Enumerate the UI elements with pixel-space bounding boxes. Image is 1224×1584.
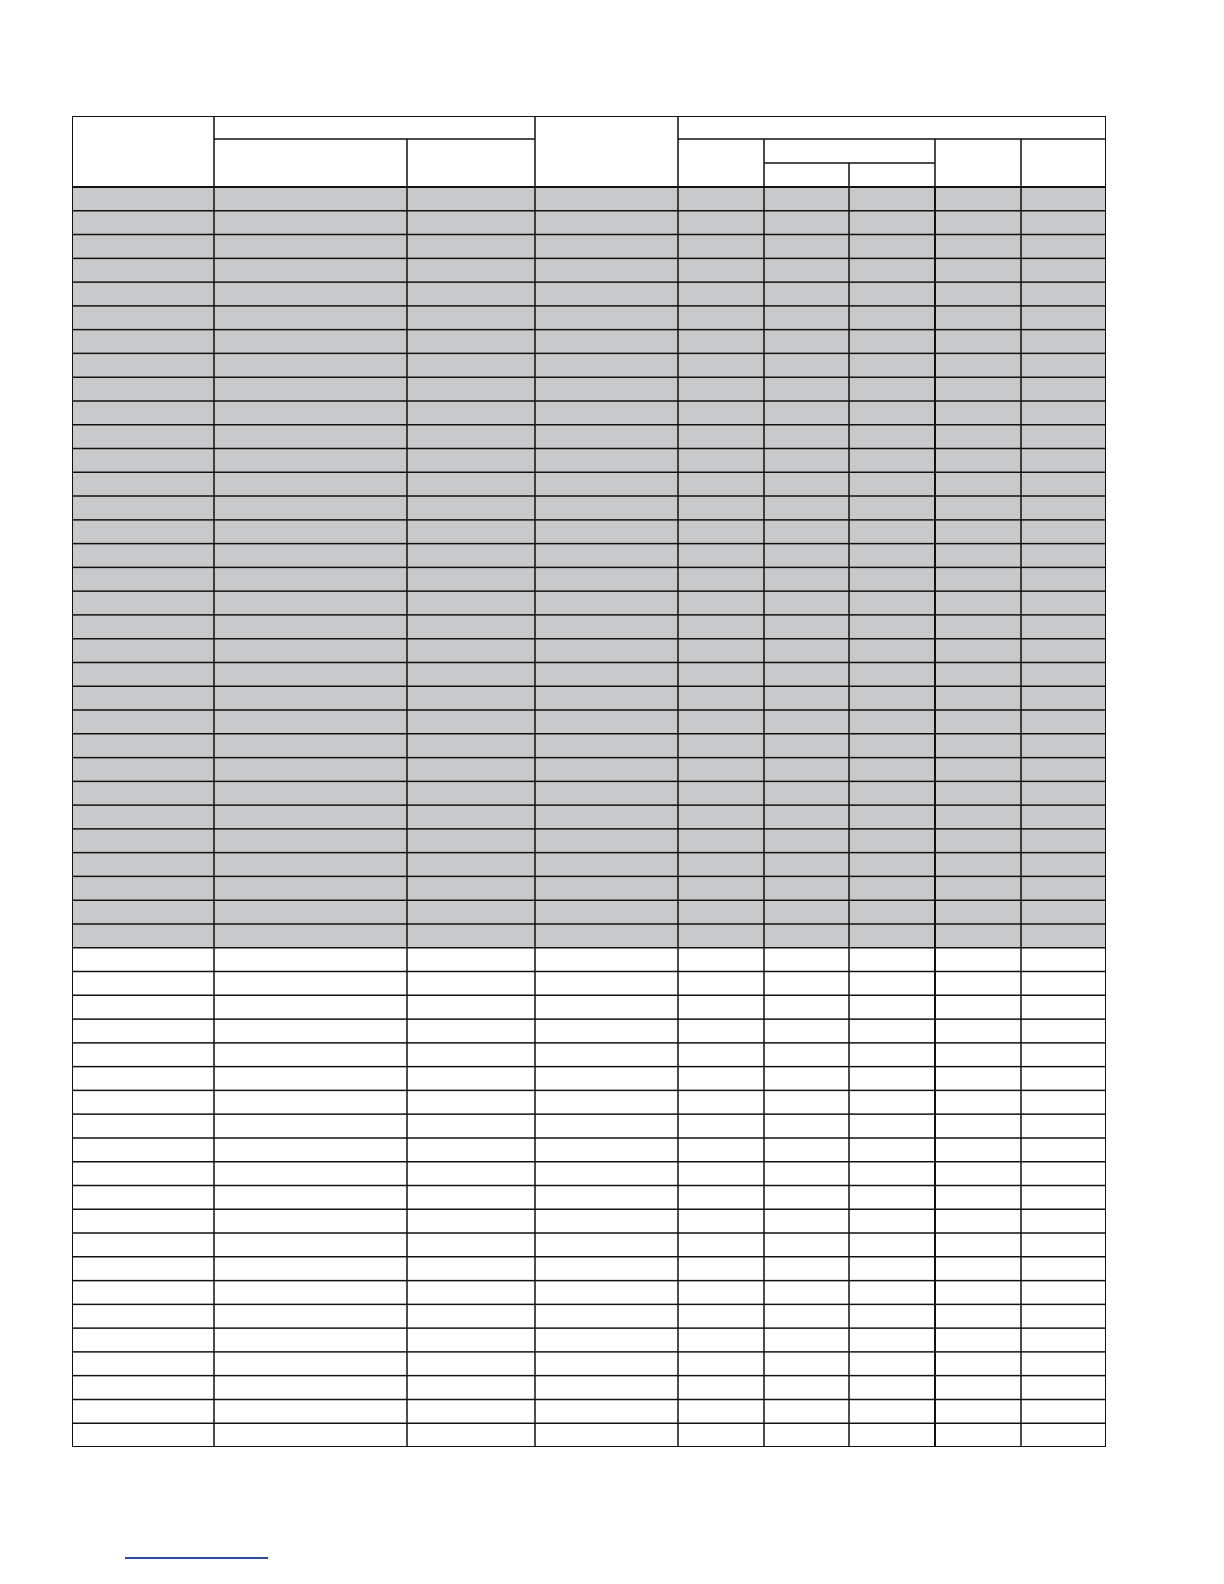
blank-row (72, 948, 1106, 972)
blank-row (72, 1399, 1106, 1423)
blank-row (72, 1376, 1106, 1400)
shaded-row (72, 924, 1106, 948)
blank-row (72, 995, 1106, 1019)
shaded-row (72, 615, 1106, 639)
shaded-row (72, 187, 1106, 211)
shaded-row (72, 639, 1106, 663)
blank-row (72, 1304, 1106, 1328)
shaded-row (72, 377, 1106, 401)
shaded-row (72, 710, 1106, 734)
blank-row (72, 1090, 1106, 1114)
blank-row (72, 1281, 1106, 1305)
blank-row (72, 1352, 1106, 1376)
shaded-row (72, 805, 1106, 829)
blank-row (72, 1185, 1106, 1209)
shaded-row (72, 472, 1106, 496)
blank-row (72, 1328, 1106, 1352)
shaded-row (72, 306, 1106, 330)
shaded-row (72, 567, 1106, 591)
shaded-row (72, 282, 1106, 306)
shaded-row (72, 496, 1106, 520)
shaded-row (72, 401, 1106, 425)
shaded-row (72, 686, 1106, 710)
shaded-row (72, 211, 1106, 235)
shaded-row (72, 235, 1106, 259)
blank-row (72, 1257, 1106, 1281)
shaded-row (72, 734, 1106, 758)
blank-row (72, 972, 1106, 996)
shaded-row (72, 258, 1106, 282)
blank-row (72, 1162, 1106, 1186)
shaded-row (72, 900, 1106, 924)
footer-link-underline[interactable] (125, 1557, 268, 1559)
shaded-row (72, 853, 1106, 877)
shaded-row (72, 829, 1106, 853)
blank-row (72, 1138, 1106, 1162)
shaded-row (72, 449, 1106, 473)
blank-row (72, 1233, 1106, 1257)
shaded-row (72, 758, 1106, 782)
form-grid (72, 116, 1106, 1447)
shaded-row (72, 330, 1106, 354)
blank-row (72, 1043, 1106, 1067)
shaded-row (72, 520, 1106, 544)
blank-row (72, 1114, 1106, 1138)
shaded-row (72, 544, 1106, 568)
blank-row (72, 1067, 1106, 1091)
shaded-row (72, 591, 1106, 615)
shaded-row (72, 876, 1106, 900)
shaded-row (72, 662, 1106, 686)
blank-row (72, 1019, 1106, 1043)
blank-row (72, 1209, 1106, 1233)
shaded-row (72, 353, 1106, 377)
blank-row (72, 1423, 1106, 1447)
shaded-row (72, 425, 1106, 449)
shaded-row (72, 781, 1106, 805)
